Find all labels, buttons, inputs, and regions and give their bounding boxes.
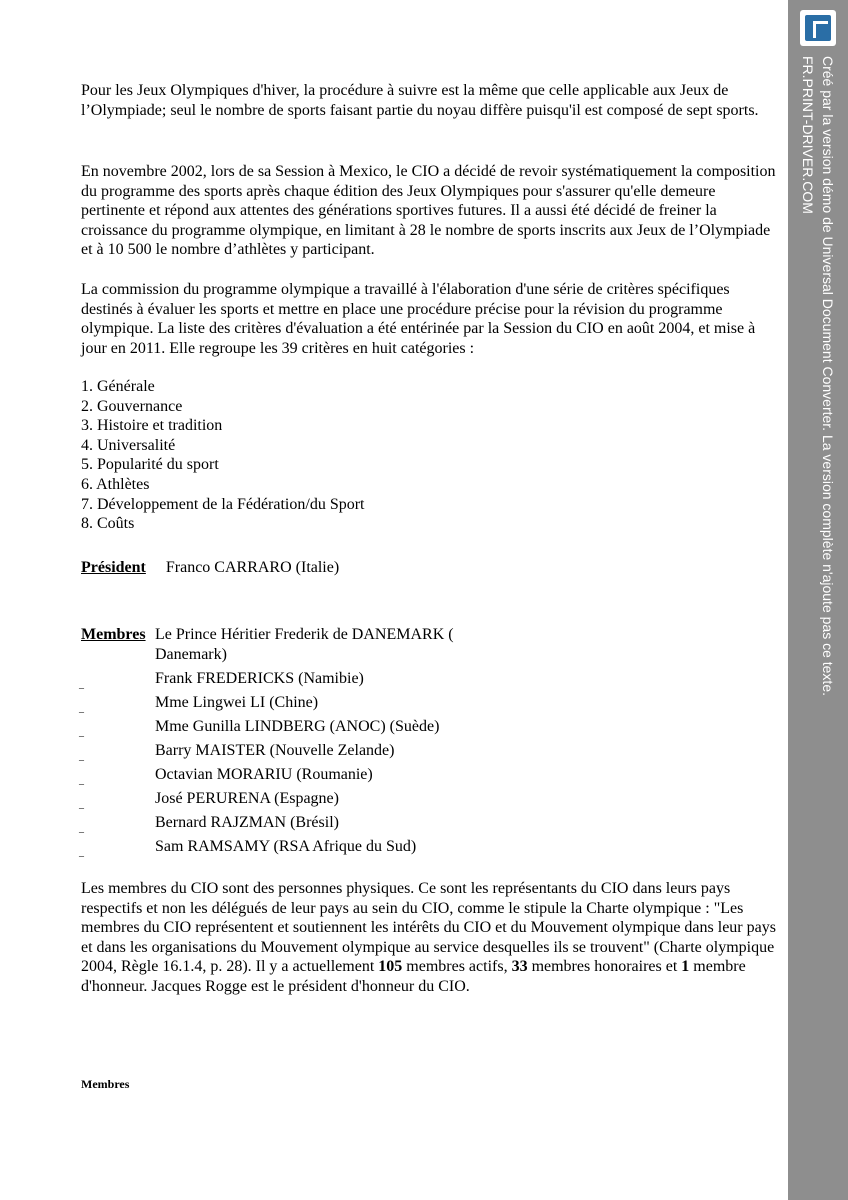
list-item: 2. Gouvernance: [81, 397, 183, 415]
member-dash: _: [79, 751, 84, 762]
ioc-text-1: Les membres du CIO sont des personnes physiques. Ce sont les représentants du CIO dans leurs pays respectifs et non les délégués de leur pays au sein du CIO, comme le stipule la Charte olympique : "Les membres du CIO représentent et soutiennent les intérêts du CIO et du Mouvement olympique dans leur pays et dans les organisations du Mouvement olympique au service desquelles ils se trouvent" (Charte olympique 2004, Règle 16.1.4, p. 28). Il y a actuellement: [81, 880, 776, 976]
watermark-url[interactable]: FR.PRINT-DRIVER.COM: [800, 56, 816, 214]
paragraph-commission: La commission du programme olympique a travaillé à l'élaboration d'une série de critères spécifiques destinés à évaluer les sports et mettre en place une procédure précise pour la révision du programme olympique. La liste des critères d'évaluation a été entérinée par la Session du CIO en août 2004, et mise à jour en 2011. Elle regroupe les 39 critères en huit catégories :: [81, 281, 756, 357]
logo-background: [805, 15, 831, 41]
member-dash: _: [79, 799, 84, 810]
honorary-members-count: 33: [511, 958, 528, 976]
members-label: Membres: [81, 626, 146, 643]
list-item: 1. Générale: [81, 378, 155, 395]
paragraph-programme-review: En novembre 2002, lors de sa Session à Mexico, le CIO a décidé de revoir systématiquement la composition du programme des sports après chaque édition des Jeux Olympiques pour s'assurer qu'elle demeure pertinente et répond aux attentes des générations sportives futures. Il a aussi été décidé de freiner la croissance du programme olympique, en limitant à 28 le nombre de sports inscrits aux Jeux de l’Olympiade et à 10 500 le nombre d’athlètes y participant.: [81, 163, 776, 259]
president-label: Président: [81, 559, 146, 576]
active-members-count: 105: [378, 958, 403, 976]
list-item: 6. Athlètes: [81, 475, 150, 493]
member-item: Barry MAISTER (Nouvelle Zelande): [155, 742, 395, 759]
president-line: [81, 558, 339, 578]
paragraph-ioc-members: [81, 879, 781, 997]
member-dash: _: [79, 703, 84, 714]
member-item: Octavian MORARIU (Roumanie): [155, 766, 373, 783]
watermark-text: Créé par la version démo de Universal Document Converter. La version complète n'ajoute pas ce texte.: [820, 56, 836, 697]
ioc-text-2: membres actifs,: [402, 958, 512, 976]
member-dash: _: [79, 727, 84, 738]
member-item: Bernard RAJZMAN (Brésil): [155, 814, 339, 831]
member-item: Mme Gunilla LINDBERG (ANOC) (Suède): [155, 718, 440, 735]
member-item: Le Prince Héritier Frederik de DANEMARK ( Danemark): [155, 626, 454, 663]
logo-glyph: [813, 21, 828, 38]
udc-logo-icon[interactable]: [800, 10, 836, 46]
ioc-text-4: membre d'honneur. Jacques Rogge est le président d'honneur du CIO.: [81, 958, 746, 995]
member-item: José PERURENA (Espagne): [155, 790, 339, 807]
criteria-list: [81, 377, 364, 534]
member-item: Sam RAMSAMY (RSA Afrique du Sud): [155, 838, 417, 855]
list-item: 8. Coûts: [81, 515, 135, 533]
ioc-text-3: membres honoraires et: [527, 958, 682, 976]
member-item: Mme Lingwei LI (Chine): [155, 694, 319, 711]
president-name: Franco CARRARO (Italie): [165, 559, 340, 576]
member-dash: _: [79, 679, 84, 690]
list-item: 3. Histoire et tradition: [81, 417, 223, 435]
member-dash: _: [79, 823, 84, 834]
member-dash: _: [79, 847, 84, 858]
watermark-sidebar: [788, 0, 848, 1200]
member-dash: _: [79, 775, 84, 786]
list-item: 4. Universalité: [81, 436, 176, 454]
member-item: Frank FREDERICKS (Namibie): [155, 670, 364, 687]
paragraph-winter-games: Pour les Jeux Olympiques d'hiver, la procédure à suivre est la même que celle applicable aux Jeux de l’Olympiade; seul le nombre de sports faisant partie du noyau diffère puisqu'il est composé de sept sports.: [81, 82, 759, 119]
list-item: 5. Popularité du sport: [81, 456, 219, 474]
list-item: 7. Développement de la Fédération/du Sport: [81, 495, 365, 513]
honour-member-count: 1: [681, 958, 690, 976]
members-heading: Membres: [81, 1077, 130, 1091]
